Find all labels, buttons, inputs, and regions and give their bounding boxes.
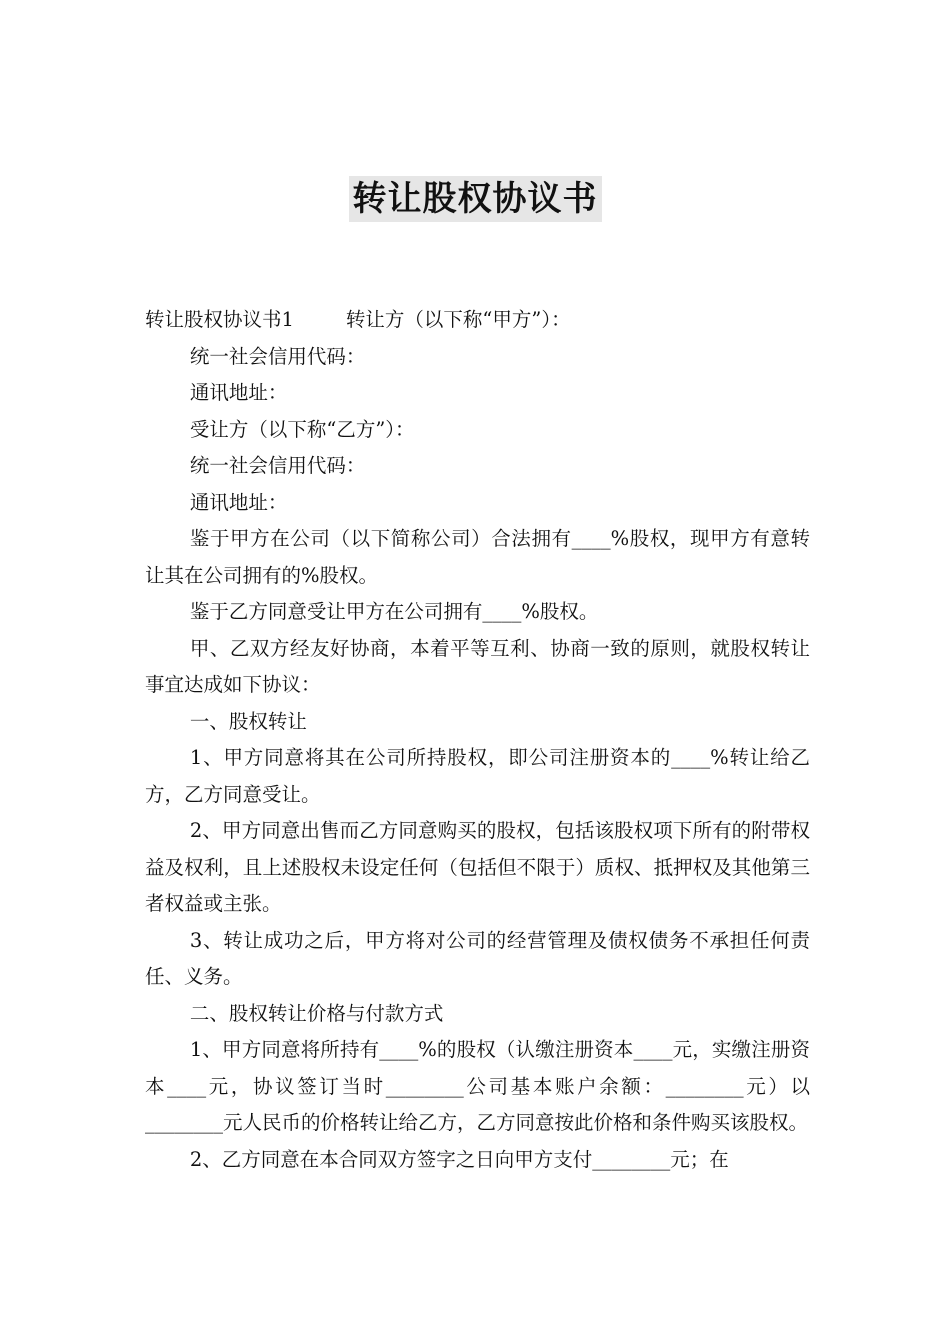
- section-heading: 一、股权转让: [189, 709, 307, 733]
- paragraph: 鉴于乙方同意受让甲方在公司拥有____%股权。: [189, 600, 599, 623]
- section-heading: 二、股权转让价格与付款方式: [189, 1001, 444, 1025]
- paragraph: 通讯地址：: [189, 381, 288, 404]
- paragraph: 通讯地址：: [189, 490, 288, 514]
- document-body: [145, 302, 810, 1178]
- paragraph: 统一社会信用代码：: [189, 454, 366, 477]
- paragraph: 2、乙方同意在本合同双方签字之日向甲方支付________元；在: [189, 1147, 729, 1171]
- paragraph: 1、甲方同意将其在公司所持股权，即公司注册资本的____%转让给乙方，乙方同意受让。: [145, 746, 810, 806]
- first-line: [145, 302, 810, 339]
- paragraph: 鉴于甲方在公司（以下简称公司）合法拥有____%股权，现甲方有意转让其在公司拥有的%股权。: [145, 527, 810, 587]
- transferor-label: 转让方（以下称“甲方”）：: [345, 308, 571, 331]
- paragraph: 甲、乙双方经友好协商，本着平等互利、协商一致的原则，就股权转让事宜达成如下协议：: [145, 636, 810, 696]
- paragraph: 3、转让成功之后，甲方将对公司的经营管理及债权债务不承担任何责任、义务。: [145, 928, 810, 988]
- paragraph: 统一社会信用代码：: [189, 344, 366, 368]
- paragraph: 2、甲方同意出售而乙方同意购买的股权，包括该股权项下所有的附带权益及权利，且上述股权未设定任何（包括但不限于）质权、抵押权及其他第三者权益或主张。: [145, 819, 810, 915]
- agreement-heading: 转让股权协议书1: [145, 308, 294, 331]
- title-container: [0, 176, 950, 222]
- document-title: 转让股权协议书: [349, 176, 602, 222]
- paragraph: 1、甲方同意将所持有____%的股权（认缴注册资本____元，实缴注册资本____元，协议签订当时________公司基本账户余额：________元）以________元人民币的价格转让给乙方，乙方同意按此价格和条件购买该股权。: [145, 1038, 810, 1134]
- paragraph: 受让方（以下称“乙方”）：: [189, 417, 415, 441]
